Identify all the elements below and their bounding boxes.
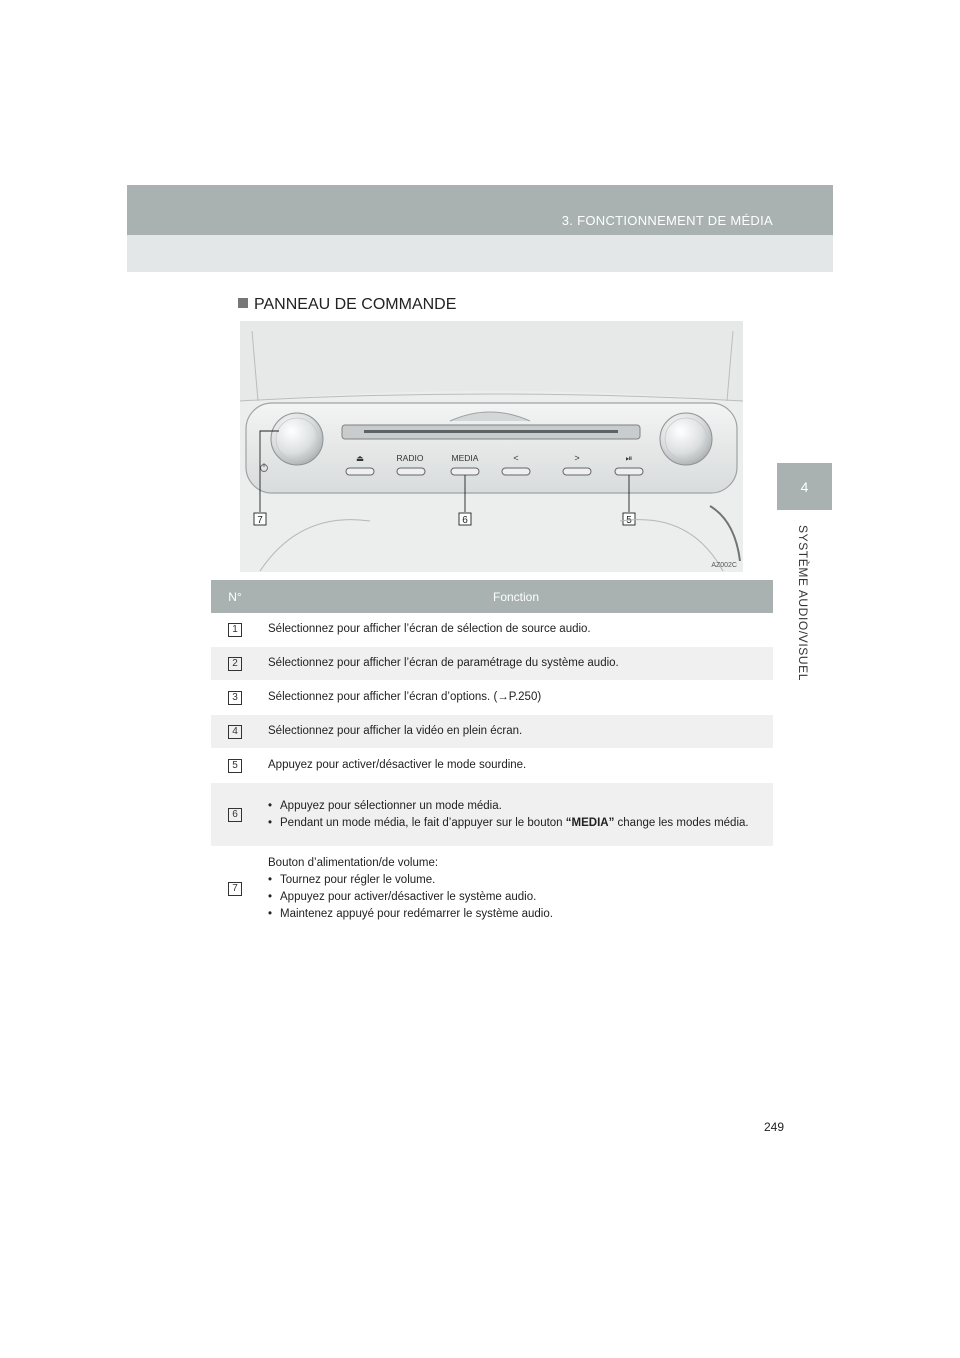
square-bullet-icon (238, 298, 248, 308)
bullet-dot-icon: • (268, 891, 273, 903)
bullet-item: • Appuyez pour activer/désactiver le système audio. (268, 889, 764, 906)
table-row (211, 613, 773, 647)
page-number: 249 (764, 1120, 785, 1134)
row-text: Sélectionnez pour afficher l’écran de sélection de source audio. (259, 613, 773, 647)
number-badge: 6 (228, 808, 242, 822)
media-button-ref: “MEDIA” (565, 816, 615, 829)
next-button (563, 468, 591, 475)
control-panel-illustration (240, 321, 743, 572)
table-row (211, 681, 773, 715)
bullet-dot-icon: • (268, 816, 273, 829)
table-row (211, 647, 773, 681)
section-title-text: PANNEAU DE COMMANDE (254, 296, 457, 313)
chapter-label: SYSTÈME AUDIO/VISUEL (796, 525, 810, 682)
header-band-lower (127, 235, 833, 272)
image-code: AZ002C (711, 562, 737, 569)
bullet-item: • Maintenez appuyé pour redémarrer le système audio. (268, 906, 764, 923)
radio-label: RADIO (396, 453, 424, 463)
bullet-item: • Tournez pour régler le volume. (268, 872, 764, 889)
function-table (211, 580, 773, 932)
number-badge: 2 (228, 657, 242, 671)
radio-button (397, 468, 425, 475)
media-label: MEDIA (451, 453, 479, 463)
table-row (211, 783, 773, 847)
number-badge: 5 (228, 759, 242, 773)
header-function: Fonction (259, 580, 773, 613)
bullet-item: • Pendant un mode média, le fait d’appuyer sur le bouton “MEDIA” change les modes média. (268, 815, 764, 832)
row-text: Sélectionnez pour afficher la vidéo en plein écran. (259, 715, 773, 749)
bullet-dot-icon: • (268, 799, 273, 812)
media-button (451, 468, 479, 475)
header-band (127, 185, 833, 235)
row-text: Sélectionnez pour afficher l’écran de paramétrage du système audio. (259, 647, 773, 681)
table-row (211, 715, 773, 749)
section-header-title: 3. FONCTIONNEMENT DE MÉDIA (561, 213, 773, 228)
prev-button (502, 468, 530, 475)
eject-label: ⏏ (355, 453, 365, 463)
table-header-row (211, 580, 773, 613)
callout-7: 7 (257, 515, 263, 526)
row-text: Appuyez pour activer/désactiver le mode sourdine. (259, 749, 773, 783)
next-label: > (574, 453, 580, 463)
header-number: N° (211, 580, 259, 613)
callout-5: 5 (626, 515, 632, 526)
row-intro: Bouton d’alimentation/de volume: (268, 857, 439, 869)
row-text: Sélectionnez pour afficher l’écran d’options. (→P.250) (259, 681, 773, 715)
number-badge: 3 (228, 691, 242, 705)
control-panel-drawing (240, 321, 743, 572)
chapter-number: 4 (800, 478, 809, 495)
table-row (211, 847, 773, 932)
bullet-item: • Appuyez pour sélectionner un mode média. (268, 798, 764, 815)
bullet-dot-icon: • (268, 874, 273, 886)
table-row (211, 749, 773, 783)
callout-6: 6 (462, 515, 468, 526)
number-badge: 4 (228, 725, 242, 739)
number-badge: 1 (228, 623, 242, 637)
bullet-dot-icon: • (268, 908, 273, 920)
chapter-tab (777, 463, 832, 510)
section-title (238, 296, 456, 314)
play-pause-button (615, 468, 643, 475)
play-pause-label: ⏯ (625, 454, 633, 464)
number-badge: 7 (228, 882, 242, 896)
prev-label: < (513, 453, 519, 463)
eject-button (346, 468, 374, 475)
